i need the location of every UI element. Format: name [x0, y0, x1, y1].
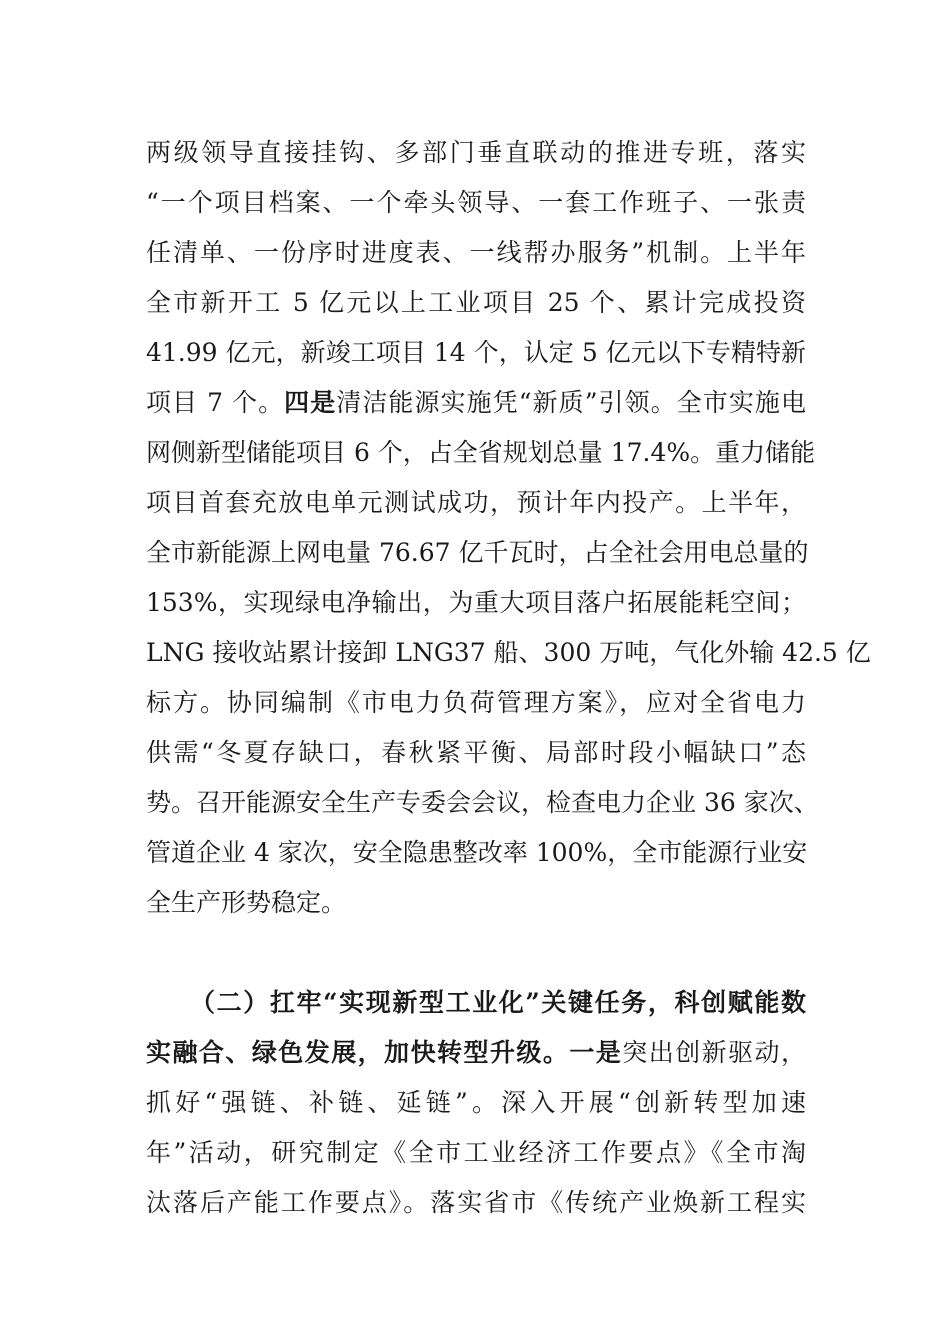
- text-line: [146, 378, 806, 428]
- section-heading-continuation: 实融合、绿色发展，加快转型升级。一是: [146, 1038, 623, 1067]
- text-segment: 项目 7 个。: [146, 388, 285, 417]
- text-line: 两级领导直接挂钩、多部门垂直联动的推进专班，落实: [146, 138, 806, 167]
- text-line: 网侧新型储能项目 6 个，占全省规划总量 17.4%。重力储能: [146, 438, 816, 467]
- text-line: 153%，实现绿电净输出，为重大项目落户拓展能耗空间；: [146, 588, 806, 617]
- text-line: 管道企业 4 家次，安全隐患整改率 100%，全市能源行业安: [146, 838, 808, 867]
- document-page: [146, 128, 871, 1228]
- text-line: 标方。协同编制《市电力负荷管理方案》，应对全省电力: [146, 688, 806, 717]
- text-line: “一个项目档案、一个牵头领导、一套工作班子、一张责: [146, 188, 806, 217]
- text-line: 供需“冬夏存缺口，春秋紧平衡、局部时段小幅缺口”态: [146, 738, 806, 767]
- text-line: 全市新能源上网电量 76.67 亿千瓦时，占全社会用电总量的: [146, 538, 809, 567]
- text-line: 项目首套充放电单元测试成功，预计年内投产。上半年，: [146, 488, 806, 517]
- paragraph-section-two: [146, 978, 806, 1228]
- section-heading-line: （二）扛牢“实现新型工业化”关键任务，科创赋能数: [190, 988, 806, 1017]
- text-line: 势。召开能源安全生产专委会会议，检查电力企业 36 家次、: [146, 788, 819, 817]
- text-line: 抓好“强链、补链、延链”。深入开展“创新转型加速: [146, 1088, 806, 1117]
- text-line: 全生产形势稳定。: [146, 888, 347, 917]
- text-line: [146, 1028, 806, 1078]
- text-line: 全市新开工 5 亿元以上工业项目 25 个、累计完成投资: [146, 288, 806, 317]
- text-line: 年”活动，研究制定《全市工业经济工作要点》《全市淘: [146, 1138, 806, 1167]
- text-line: LNG 接收站累计接卸 LNG37 船、300 万吨，气化外输 42.5 亿: [146, 638, 871, 667]
- paragraph-clean-energy: [146, 128, 871, 928]
- text-line: 任清单、一份序时进度表、一线帮办服务”机制。上半年: [146, 238, 806, 267]
- text-line: 汰落后产能工作要点》。落实省市《传统产业焕新工程实: [146, 1188, 806, 1217]
- text-segment: 清洁能源实施凭“新质”引领。全市实施电: [336, 388, 806, 417]
- paragraph-spacer: [146, 928, 806, 978]
- text-line: 41.99 亿元，新竣工项目 14 个，认定 5 亿元以下专精特新: [146, 338, 806, 367]
- text-segment: 突出创新驱动，: [622, 1038, 806, 1067]
- bold-keyword: 四是: [284, 388, 337, 417]
